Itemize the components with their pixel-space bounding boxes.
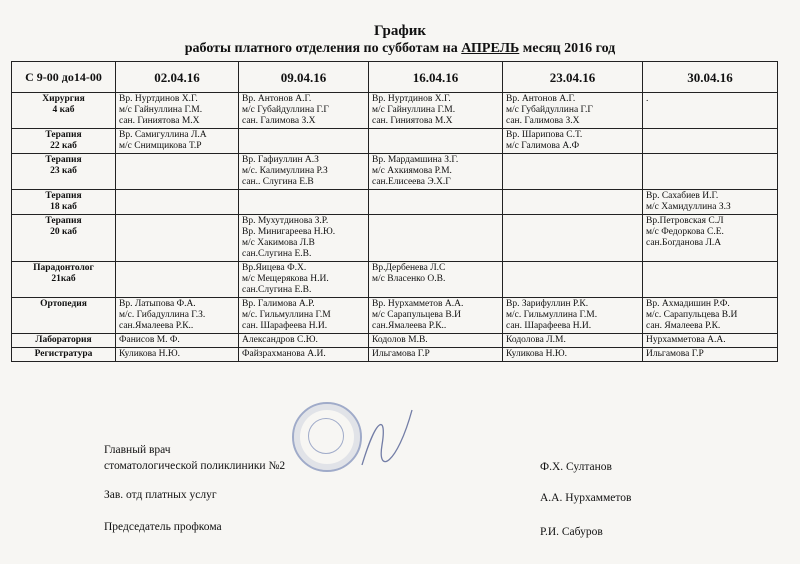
subtitle-month: АПРЕЛЬ <box>461 41 520 56</box>
union-role: Председатель профкома <box>104 521 222 533</box>
staff-name: Вр.Яицева Ф.Х. <box>242 263 307 273</box>
schedule-table <box>11 61 778 362</box>
department-label: 20 каб <box>50 227 77 237</box>
department-label: 18 каб <box>50 202 77 212</box>
table-row <box>12 154 778 190</box>
staff-cell <box>503 215 643 262</box>
staff-name: Вр. Нуртдинов Х.Г. <box>119 94 198 104</box>
staff-name: м/с Гайнуллина Г.М. <box>372 105 456 115</box>
staff-name: Кодолов М.В. <box>372 335 428 345</box>
department-label: Лаборатория <box>35 335 92 345</box>
staff-name: Вр. Сахабиев И.Г. <box>646 191 719 201</box>
staff-cell <box>369 262 503 298</box>
staff-cell <box>503 190 643 215</box>
staff-cell <box>369 154 503 190</box>
table-row <box>12 190 778 215</box>
staff-name: м/с Губайдуллина Г.Г <box>506 105 593 115</box>
staff-name: Ильгамова Г.Р <box>646 349 704 359</box>
staff-name: м/с Хамидуллина З.З <box>646 202 731 212</box>
staff-name: сан.Богданова Л.А <box>646 238 722 248</box>
chief-name: Ф.Х. Султанов <box>540 461 612 473</box>
staff-cell <box>116 298 239 334</box>
staff-name: м/с Сарапульцева В.И <box>372 310 461 320</box>
staff-cell <box>643 190 778 215</box>
staff-name: Куликова Н.Ю. <box>119 349 180 359</box>
staff-cell <box>369 93 503 129</box>
staff-cell <box>503 154 643 190</box>
signature-scribble <box>357 405 417 475</box>
department-label: Терапия <box>45 216 82 226</box>
staff-name: Файзрахманова А.И. <box>242 349 326 359</box>
staff-name: м/с. Гибадуллина Г.З. <box>119 310 206 320</box>
staff-cell <box>503 129 643 154</box>
department-cell <box>12 262 116 298</box>
staff-cell <box>503 262 643 298</box>
table-row <box>12 348 778 362</box>
date-header: 23.04.16 <box>503 62 643 93</box>
staff-name: сан. Галимова З.Х <box>506 116 580 126</box>
round-stamp <box>292 402 362 472</box>
staff-name: Вр. Мухутдинова З.Р. <box>242 216 329 226</box>
staff-name: Вр. Ахмадишин Р.Ф. <box>646 299 730 309</box>
staff-cell <box>643 348 778 362</box>
staff-name: сан.Слугина Е.В. <box>242 285 312 295</box>
staff-name: Вр. Шарипова С.Т. <box>506 130 583 140</box>
staff-name: Вр. Мардамшина З.Г. <box>372 155 459 165</box>
paid-services-name: А.А. Нурхамметов <box>540 492 632 504</box>
staff-name: Нурхамметова А.А. <box>646 335 726 345</box>
subtitle-text: работы платного отделения по субботам на <box>184 41 462 56</box>
staff-cell <box>369 190 503 215</box>
staff-name: Вр. Самигуллина Л.А <box>119 130 207 140</box>
staff-name: м/с Власенко О.В. <box>372 274 446 284</box>
staff-name: сан. Шарафеева Н.И. <box>242 321 328 331</box>
staff-cell <box>369 348 503 362</box>
staff-cell <box>239 262 369 298</box>
staff-name: Вр. Гафиуллин А.З <box>242 155 319 165</box>
department-label: Регистратура <box>34 349 93 359</box>
staff-cell <box>116 129 239 154</box>
department-label: 23 каб <box>50 166 77 176</box>
department-cell <box>12 298 116 334</box>
staff-name: Вр. Антонов А.Г. <box>242 94 312 104</box>
staff-cell <box>369 298 503 334</box>
staff-name: Куликова Н.Ю. <box>506 349 567 359</box>
staff-cell <box>239 298 369 334</box>
date-header: 02.04.16 <box>116 62 239 93</box>
staff-cell <box>239 93 369 129</box>
staff-name: Вр.Дербенева Л.С <box>372 263 446 273</box>
paid-services-role: Зав. отд платных услуг <box>104 489 217 501</box>
department-cell <box>12 129 116 154</box>
department-label: Парадонтолог <box>33 263 94 273</box>
staff-name: м/с. Гильмуллина Г.М <box>242 310 331 320</box>
staff-name: Александров С.Ю. <box>242 335 318 345</box>
staff-name: Ильгамова Г.Р <box>372 349 430 359</box>
staff-name: м/с. Гильмуллина Г.М. <box>506 310 598 320</box>
department-cell <box>12 93 116 129</box>
table-row <box>12 93 778 129</box>
staff-cell <box>239 348 369 362</box>
staff-name: м/с Федоркова С.Е. <box>646 227 724 237</box>
department-label: Хирургия <box>42 94 85 104</box>
staff-name: м/с Снимщикова Т.Р <box>119 141 202 151</box>
staff-name: м/с Гайнуллина Г.М. <box>119 105 203 115</box>
page-subtitle <box>0 41 800 57</box>
staff-cell <box>116 93 239 129</box>
staff-name: сан.Ямалеева Р.К.. <box>119 321 194 331</box>
staff-name: Вр. Минигареева Н.Ю. <box>242 227 336 237</box>
staff-name: Вр. Латыпова Ф.А. <box>119 299 196 309</box>
department-label: Ортопедия <box>40 299 87 309</box>
table-row <box>12 129 778 154</box>
staff-cell <box>369 215 503 262</box>
chief-role-line1: Главный врач <box>104 444 171 456</box>
department-cell <box>12 348 116 362</box>
staff-cell <box>643 215 778 262</box>
staff-cell <box>643 334 778 348</box>
staff-name: м/с. Калимуллина Р.З <box>242 166 328 176</box>
date-header: 30.04.16 <box>643 62 778 93</box>
staff-cell <box>369 129 503 154</box>
time-range-header: С 9-00 до14-00 <box>12 62 116 93</box>
table-row <box>12 262 778 298</box>
schedule-body <box>12 93 778 362</box>
department-label: 21каб <box>51 274 76 284</box>
staff-name: Вр.Петровская С.Л <box>646 216 724 226</box>
staff-name: сан. Галимова З.Х <box>242 116 316 126</box>
staff-name: Вр. Нуртдинов Х.Г. <box>372 94 451 104</box>
staff-cell <box>116 348 239 362</box>
staff-name: сан. Гиниятова М.Х <box>119 116 200 126</box>
date-header: 09.04.16 <box>239 62 369 93</box>
staff-cell <box>503 298 643 334</box>
table-row <box>12 215 778 262</box>
department-cell <box>12 334 116 348</box>
staff-cell <box>239 154 369 190</box>
staff-cell <box>503 348 643 362</box>
date-header: 16.04.16 <box>369 62 503 93</box>
staff-name: Фанисов М. Ф. <box>119 335 180 345</box>
subtitle-year: месяц 2016 год <box>519 41 616 56</box>
staff-name: Вр. Галимова А.Р. <box>242 299 315 309</box>
staff-cell <box>643 262 778 298</box>
staff-name: сан.Елисеева Э.Х.Г <box>372 177 451 187</box>
staff-cell <box>116 154 239 190</box>
staff-cell <box>239 190 369 215</box>
staff-name: м/с. Сарапульцева В.И <box>646 310 738 320</box>
staff-name: Вр. Зарифуллин Р.К. <box>506 299 589 309</box>
chief-role-line2: стоматологической поликлиники №2 <box>104 460 286 472</box>
staff-name: сан. Шарафеева Н.И. <box>506 321 592 331</box>
staff-name: м/с Ахкиямова Р.М. <box>372 166 452 176</box>
staff-name: Вр. Нурхамметов А.А. <box>372 299 464 309</box>
staff-cell <box>643 93 778 129</box>
staff-cell <box>503 334 643 348</box>
staff-cell <box>643 154 778 190</box>
table-row <box>12 298 778 334</box>
department-cell <box>12 190 116 215</box>
staff-name: м/с Губайдуллина Г.Г <box>242 105 329 115</box>
staff-name: сан.. Слугина Е.В <box>242 177 314 187</box>
staff-cell <box>239 129 369 154</box>
staff-cell <box>116 262 239 298</box>
page-title: График <box>373 23 427 39</box>
staff-name: Вр. Антонов А.Г. <box>506 94 576 104</box>
staff-name: м/с Мещерякова Н.И. <box>242 274 329 284</box>
department-label: Терапия <box>45 191 82 201</box>
staff-name: Кодолова Л.М. <box>506 335 566 345</box>
department-cell <box>12 154 116 190</box>
department-label: Терапия <box>45 155 82 165</box>
staff-cell <box>643 129 778 154</box>
department-label: Терапия <box>45 130 82 140</box>
staff-name: сан. Ямалеева Р.К. <box>646 321 721 331</box>
staff-cell <box>116 190 239 215</box>
department-label: 22 каб <box>50 141 77 151</box>
staff-cell <box>643 298 778 334</box>
staff-cell <box>239 334 369 348</box>
staff-cell <box>116 334 239 348</box>
staff-cell <box>503 93 643 129</box>
staff-name: м/с Хакимова Л.В <box>242 238 315 248</box>
staff-name: . <box>646 94 649 104</box>
staff-name: сан.Ямалеева Р.К.. <box>372 321 447 331</box>
table-row <box>12 334 778 348</box>
header-row <box>12 62 778 93</box>
staff-name: м/с Галимова А.Ф <box>506 141 580 151</box>
staff-cell <box>369 334 503 348</box>
staff-cell <box>116 215 239 262</box>
department-cell <box>12 215 116 262</box>
staff-cell <box>239 215 369 262</box>
department-label: 4 каб <box>52 105 75 115</box>
union-name: Р.И. Сабуров <box>540 526 603 538</box>
staff-name: сан. Гиниятова М.Х <box>372 116 453 126</box>
staff-name: сан.Слугина Е.В. <box>242 249 312 259</box>
